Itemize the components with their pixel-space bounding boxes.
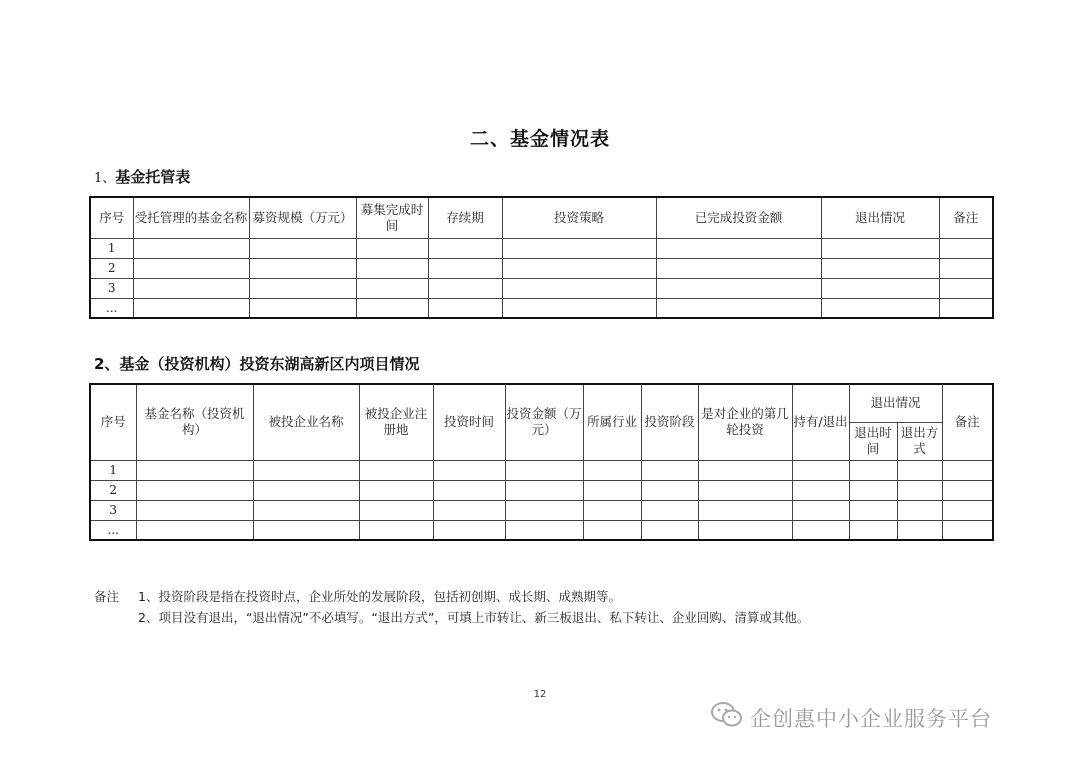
- fund-custody-table: [89, 196, 994, 319]
- header-cell: 受托管理的基金名称: [133, 197, 249, 238]
- header-cell: 序号: [90, 197, 133, 238]
- header-cell: 持有/退出: [792, 384, 849, 460]
- section1-heading: [94, 166, 190, 187]
- investment-projects-table: [89, 383, 994, 541]
- header-cell: 投资金额（万元）: [505, 384, 583, 460]
- section2-heading: 2、基金（投资机构）投资东湖高新区内项目情况: [94, 355, 420, 373]
- header-cell: 投资阶段: [641, 384, 698, 460]
- notes-label: 备注: [94, 589, 120, 604]
- note-2: 2、项目没有退出，“退出情况”不必填写。“退出方式”，可填上市转让、新三板退出、私下转让、企业回购、清算或其他。: [138, 610, 810, 625]
- section1-heading-number: 1、: [94, 171, 116, 186]
- section1-heading-text: 基金托管表: [115, 168, 191, 186]
- header-cell: 募集完成时间: [356, 197, 428, 238]
- header-cell: 投资策略: [502, 197, 656, 238]
- header-cell-exit-group: 退出情况: [849, 384, 942, 422]
- table-row: [90, 238, 993, 258]
- watermark-text: 企创惠中小企业服务平台: [750, 706, 992, 731]
- header-cell: 序号: [90, 384, 136, 460]
- header-cell: 存续期: [428, 197, 502, 238]
- row-number: 3: [90, 278, 133, 298]
- header-cell: 退出情况: [821, 197, 939, 238]
- header-cell: 备注: [942, 384, 993, 460]
- header-cell: 基金名称（投资机构）: [136, 384, 253, 460]
- wechat-icon: [710, 701, 750, 734]
- row-number: ...: [90, 298, 133, 318]
- watermark: [710, 701, 992, 734]
- header-cell: 是对企业的第几轮投资: [698, 384, 792, 460]
- note-row-1: [94, 586, 809, 607]
- notes-block: [94, 586, 809, 628]
- table-row: [90, 500, 993, 520]
- table-row: [90, 298, 993, 318]
- header-cell: 募资规模（万元）: [249, 197, 356, 238]
- header-cell: 备注: [939, 197, 993, 238]
- page-number: 12: [533, 689, 547, 700]
- row-number: 2: [90, 480, 136, 500]
- page-title: 二、基金情况表: [469, 128, 610, 150]
- header-cell: 投资时间: [433, 384, 505, 460]
- row-number: 2: [90, 258, 133, 278]
- header-cell: 所属行业: [583, 384, 641, 460]
- row-number: 1: [90, 238, 133, 258]
- row-number: 3: [90, 500, 136, 520]
- table-header-row: [90, 197, 993, 238]
- row-number: ...: [90, 520, 136, 540]
- table-row: [90, 520, 993, 540]
- header-cell: 已完成投资金额: [656, 197, 821, 238]
- header-cell-exit-method: 退出方式: [897, 422, 942, 460]
- note-row-2: [94, 607, 809, 628]
- table-header-row: [90, 384, 993, 422]
- table-row: [90, 278, 993, 298]
- row-number: 1: [90, 460, 136, 480]
- table-row: [90, 480, 993, 500]
- table-row: [90, 460, 993, 480]
- table-row: [90, 258, 993, 278]
- header-cell-exit-time: 退出时间: [849, 422, 897, 460]
- note-1: 1、投资阶段是指在投资时点，企业所处的发展阶段，包括初创期、成长期、成熟期等。: [138, 589, 621, 604]
- header-cell: 被投企业注册地: [359, 384, 433, 460]
- header-cell: 被投企业名称: [253, 384, 359, 460]
